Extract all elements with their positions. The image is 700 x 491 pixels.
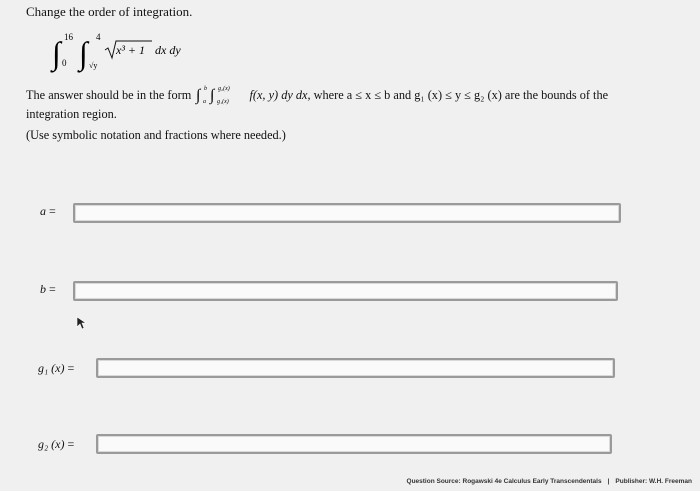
- svg-text:a: a: [203, 99, 207, 105]
- label-g2: g₂ (x) =: [38, 437, 75, 451]
- svg-text:∫: ∫: [210, 87, 215, 104]
- outer-lower-limit: 0: [62, 58, 67, 68]
- svg-text:b: b: [204, 86, 208, 92]
- integrand: x³ + 1: [116, 43, 146, 57]
- answer-form-description: [26, 83, 666, 123]
- svg-text:g₂(x): g₂(x): [218, 86, 231, 92]
- outer-integral-sign: ∫: [52, 35, 61, 71]
- inner-integral-sign: ∫: [79, 35, 88, 71]
- question-title: Change the order of integration.: [26, 4, 193, 19]
- label-b: b =: [40, 282, 56, 296]
- svg-text:∫: ∫: [196, 87, 201, 104]
- outer-upper-limit: 16: [64, 32, 73, 42]
- inner-upper-limit: 4: [96, 32, 101, 42]
- footer-separator: |: [607, 478, 610, 485]
- form-expression: f(x, y) dy dx,: [249, 88, 311, 102]
- label-a: a =: [40, 204, 56, 218]
- form-intro: The answer should be in the form: [26, 88, 192, 102]
- answer-g1-input[interactable]: [96, 358, 615, 378]
- form-line2: integration region.: [26, 107, 117, 121]
- answer-a-input[interactable]: [73, 203, 621, 223]
- publisher-text: Publisher: W.H. Freeman: [615, 478, 692, 485]
- answer-b-input[interactable]: [73, 281, 618, 301]
- label-g1: g₁ (x) =: [38, 361, 75, 375]
- notation-hint: (Use symbolic notation and fractions where needed.): [26, 128, 286, 142]
- form-integral-symbol: [194, 83, 246, 105]
- inner-lower-limit: √y: [89, 61, 98, 70]
- double-integral: [0, 0, 260, 80]
- question-source-footer: [407, 478, 692, 485]
- svg-text:g₁(x): g₁(x): [217, 99, 230, 105]
- differentials: dx dy: [155, 43, 181, 57]
- answer-g2-input[interactable]: [96, 434, 612, 454]
- source-text: Question Source: Rogawski 4e Calculus Early Transcendentals: [406, 478, 602, 485]
- form-where: where a ≤ x ≤ b and g₁ (x) ≤ y ≤ g₂ (x) are the bounds of the: [313, 88, 609, 102]
- mouse-cursor-icon: [76, 316, 88, 330]
